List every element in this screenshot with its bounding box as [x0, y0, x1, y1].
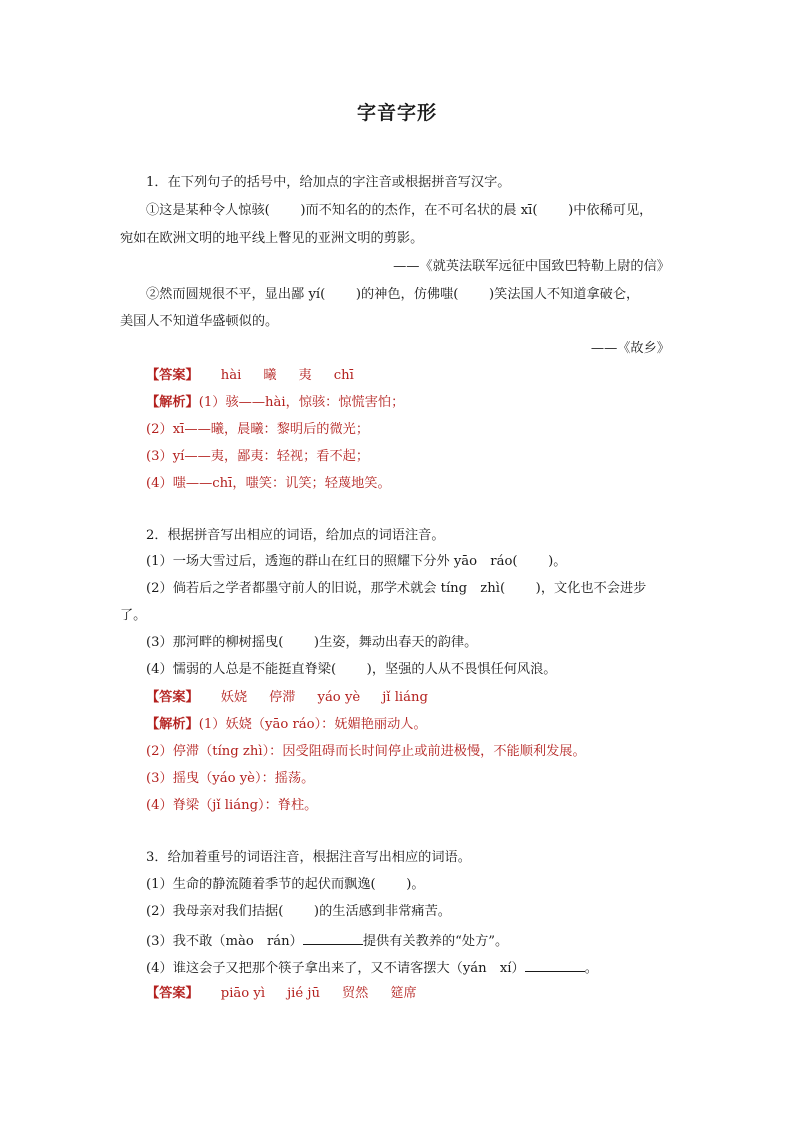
- q2-analysis-1: [146, 716, 427, 734]
- answer-item: yáo yè: [317, 690, 361, 705]
- q1-analysis-2: (2）xī——曦，晨曦：黎明后的微光；: [146, 422, 370, 437]
- q3-item-4-suffix: 。: [584, 961, 598, 976]
- q1-analysis-3: (3）yí——夷，鄙夷：轻视；看不起；: [146, 449, 370, 464]
- q2-item-2-line1: (2）倘若后之学者都墨守前人的旧说，那学术就会 tíng zhì( )，文化也不会进步: [146, 581, 647, 596]
- q1-stem: 1．在下列句子的括号中，给加点的字注音或根据拼音写汉字。: [146, 175, 511, 190]
- q3-item-3: [146, 930, 508, 951]
- q2-item-3: (3）那河畔的柳树摇曳( )生姿，舞动出春天的韵律。: [146, 635, 478, 650]
- q3-item-4: [146, 957, 598, 978]
- q2-analysis-2: (2）停滞（tíng zhì）：因受阻碍而长时间停止或前进极慢，不能顺利发展。: [146, 744, 586, 759]
- q3-item-4-prefix: (4）谁这会子又把那个筷子拿出来了，又不请客摆大（yán xí）: [146, 961, 525, 976]
- q1-answer-line: [146, 367, 354, 385]
- q1-sentence1-line2: 宛如在欧洲文明的地平线上瞥见的亚洲文明的剪影。: [120, 231, 424, 246]
- q3-item-3-prefix: (3）我不敢（mào rán）: [146, 934, 303, 949]
- answer-blank: [303, 930, 363, 945]
- answer-item: piāo yì: [220, 986, 266, 1001]
- answer-item: 夷: [298, 368, 312, 383]
- answer-tag: 【答案】: [146, 690, 199, 705]
- answer-item: hài: [220, 368, 242, 383]
- answer-tag: 【答案】: [146, 986, 199, 1001]
- q3-item-1: (1）生命的静流随着季节的起伏而飘逸( )。: [146, 877, 425, 892]
- q2-analysis-3: (3）摇曳（yáo yè）：摇荡。: [146, 771, 315, 786]
- q1-sentence2-line2: 美国人不知道华盛顿似的。: [120, 314, 279, 329]
- answer-item: jié jū: [287, 986, 320, 1001]
- q3-item-2: (2）我母亲对我们拮据( )的生活感到非常痛苦。: [146, 904, 451, 919]
- q3-item-3-suffix: 提供有关教养的“处方”。: [362, 934, 509, 949]
- q2-item-2-line2: 了。: [120, 608, 147, 623]
- answer-tag: 【答案】: [146, 368, 199, 383]
- page-title: 字音字形: [356, 102, 437, 124]
- answer-item: 停滞: [269, 690, 296, 705]
- answer-item: 妖娆: [220, 690, 248, 705]
- q1-analysis-1: [146, 394, 404, 412]
- q2-stem: 2．根据拼音写出相应的词语，给加点的词语注音。: [146, 528, 445, 543]
- q3-answer-line: [146, 985, 417, 1003]
- answer-item: chī: [333, 368, 354, 383]
- q1-source1: ——《就英法联军远征中国致巴特勒上尉的信》: [393, 259, 670, 274]
- analysis-text: (1）骇——hài，惊骇：惊慌害怕；: [198, 395, 405, 410]
- q1-sentence2-line1: ②然而圆规很不平，显出鄙 yí( )的神色，仿佛嗤( )笑法国人不知道拿破仑，: [146, 287, 640, 302]
- q2-answer-line: [146, 689, 428, 707]
- answer-item: 贸然: [341, 986, 369, 1001]
- answer-item: 曦: [263, 368, 277, 383]
- analysis-tag: 【解析】: [146, 395, 199, 410]
- q2-item-1: (1）一场大雪过后，透迤的群山在红日的照耀下分外 yāo ráo( )。: [146, 554, 567, 569]
- answer-item: jǐ liáng: [382, 690, 428, 705]
- q1-analysis-4: (4）嗤——chī，嗤笑：讥笑；轻蔑地笑。: [146, 476, 391, 491]
- q1-source2: ——《故乡》: [590, 341, 670, 356]
- answer-blank: [525, 957, 585, 972]
- q1-sentence1-line1: ①这是某种令人惊骇( )而不知名的的杰作，在不可名状的晨 xī( )中依稀可见，: [146, 203, 653, 218]
- answer-item: 筵席: [390, 986, 417, 1001]
- analysis-tag: 【解析】: [146, 717, 199, 732]
- analysis-text: (1）妖娆（yāo ráo）：妩媚艳丽动人。: [198, 717, 427, 732]
- q2-item-4: (4）懦弱的人总是不能挺直脊梁( )，坚强的人从不畏惧任何风浪。: [146, 662, 557, 677]
- q2-analysis-4: (4）脊梁（jǐ liáng）：脊柱。: [146, 798, 318, 813]
- q3-stem: 3．给加着重号的词语注音，根据注音写出相应的词语。: [146, 850, 471, 865]
